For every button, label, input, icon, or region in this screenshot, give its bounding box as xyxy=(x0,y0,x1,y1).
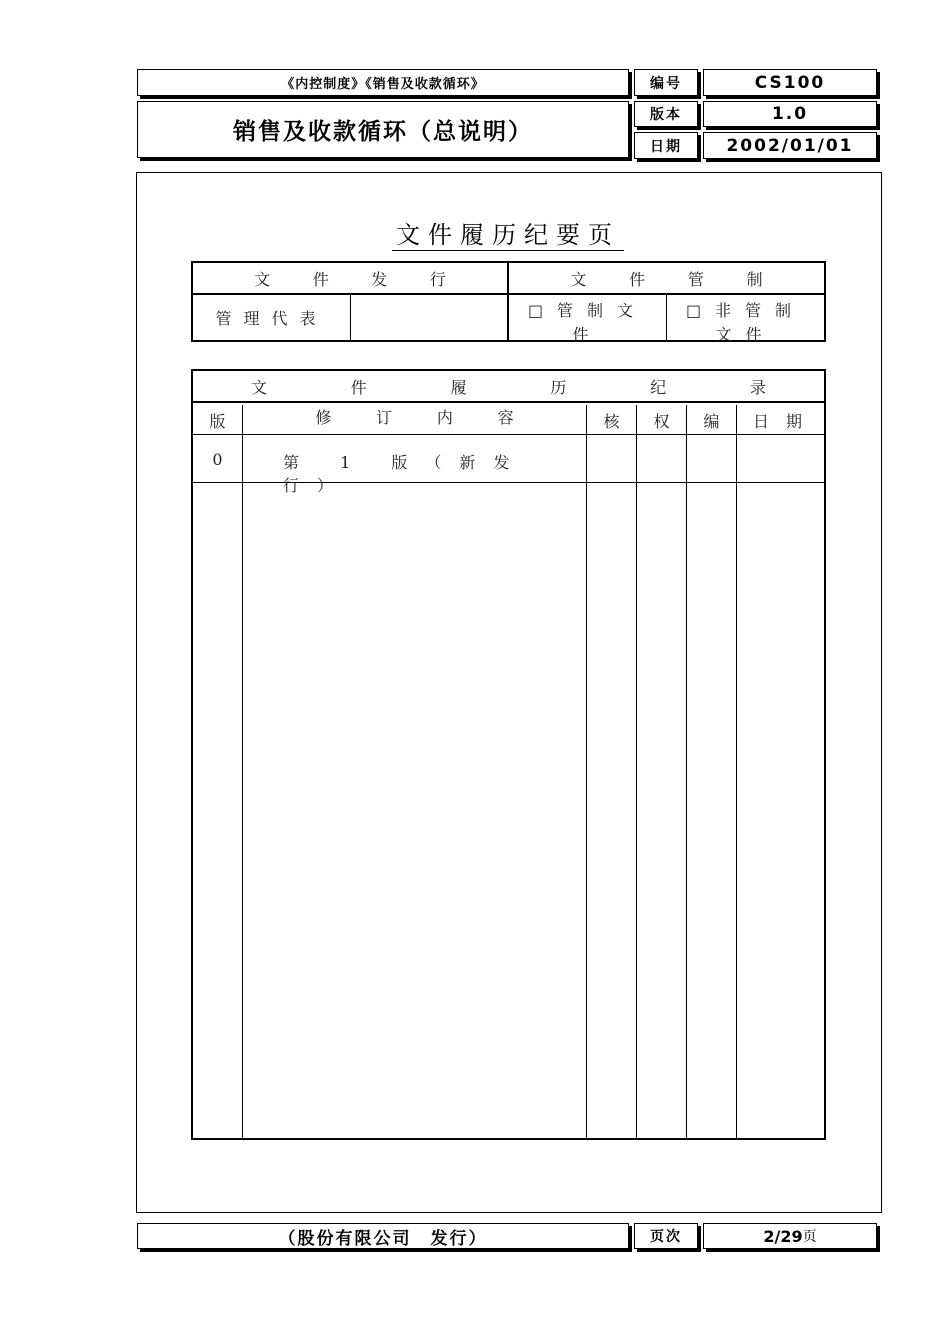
version-value: 1.0 xyxy=(771,104,809,124)
document-history-title: 文件履历纪要页 xyxy=(392,220,624,251)
version-label: 版本 xyxy=(650,107,682,123)
blank-col-revision[interactable] xyxy=(243,483,587,1138)
issue-header-char: 发 xyxy=(371,269,388,289)
issue-header-char: 件 xyxy=(312,269,329,289)
history-table-blank-area xyxy=(193,483,824,1138)
col-approve: 权 xyxy=(637,405,687,434)
col-revision-char: 容 xyxy=(497,408,514,427)
row-date[interactable] xyxy=(737,435,824,482)
blank-col-date[interactable] xyxy=(737,483,824,1138)
control-header-char: 件 xyxy=(629,269,646,289)
number-value: CS100 xyxy=(754,72,826,93)
control-header-char: 制 xyxy=(746,269,763,289)
date-label-box xyxy=(634,132,698,159)
version-label-box xyxy=(634,101,698,127)
date-value-box xyxy=(703,132,877,159)
history-title-char: 文 xyxy=(251,377,268,397)
footer-issuer: （股份有限公司 发行） xyxy=(278,1228,488,1249)
control-header-char: 管 xyxy=(687,269,704,289)
row-content: 第 1 版（新发行） xyxy=(243,435,587,482)
date-value: 2002/01/01 xyxy=(726,135,854,156)
uncontrolled-doc-line1: □非管制 xyxy=(685,301,806,320)
row-edit[interactable] xyxy=(687,435,737,482)
management-rep-label: 管理代表 xyxy=(193,295,351,340)
controlled-doc-option[interactable] xyxy=(509,295,667,344)
page-number: 2/29 xyxy=(763,1226,803,1246)
col-revision-char: 订 xyxy=(376,408,393,427)
header-subtitle: 《内控制度》《销售及收款循环》 xyxy=(281,77,485,92)
col-date: 日 期 xyxy=(752,412,809,431)
row-approve[interactable] xyxy=(637,435,687,482)
blank-col-version[interactable] xyxy=(193,483,243,1138)
history-title-char: 历 xyxy=(550,377,567,397)
date-label: 日期 xyxy=(650,138,682,155)
controlled-doc-line1: □管制文 xyxy=(527,301,648,320)
header-title-box xyxy=(137,101,629,158)
issue-header xyxy=(193,263,509,293)
number-value-box xyxy=(703,69,877,96)
page-value-box xyxy=(703,1223,877,1249)
history-title-char: 录 xyxy=(749,377,766,397)
blank-col-approve[interactable] xyxy=(637,483,687,1138)
col-review: 核 xyxy=(587,405,637,434)
history-title-char: 履 xyxy=(450,377,467,397)
revision-history-table xyxy=(191,369,826,1140)
blank-col-review[interactable] xyxy=(587,483,637,1138)
header-subtitle-box xyxy=(137,69,629,96)
number-label: 编号 xyxy=(650,75,682,92)
page-title: 销售及收款循环（总说明） xyxy=(233,119,533,145)
issue-header-char: 文 xyxy=(254,269,271,289)
issue-header-char: 行 xyxy=(429,269,446,289)
blank-col-edit[interactable] xyxy=(687,483,737,1138)
version-value-box xyxy=(703,101,877,127)
col-revision-char: 内 xyxy=(436,408,453,427)
history-title-char: 纪 xyxy=(650,377,667,397)
page-label-box xyxy=(634,1223,698,1249)
col-revision-char: 修 xyxy=(315,408,332,427)
number-label-box xyxy=(634,69,698,96)
row-review[interactable] xyxy=(587,435,637,482)
uncontrolled-doc-line2: 文件 xyxy=(715,325,776,344)
management-rep-value[interactable] xyxy=(351,295,509,340)
control-header-char: 文 xyxy=(570,269,587,289)
table-row xyxy=(193,435,824,495)
control-header xyxy=(509,263,824,293)
page-label: 页次 xyxy=(650,1229,682,1245)
col-version: 版 xyxy=(193,405,243,434)
footer-issuer-box xyxy=(137,1223,629,1249)
history-table-header xyxy=(193,405,824,435)
uncontrolled-doc-option[interactable] xyxy=(667,295,824,344)
issue-control-table xyxy=(191,261,826,342)
controlled-doc-line2: 件 xyxy=(572,325,603,344)
col-edit: 编 xyxy=(687,405,737,434)
col-revision xyxy=(243,405,587,434)
history-table-title xyxy=(193,371,824,403)
row-version: 0 xyxy=(193,435,243,482)
history-title-char: 件 xyxy=(350,377,367,397)
page-unit: 页 xyxy=(802,1229,817,1245)
